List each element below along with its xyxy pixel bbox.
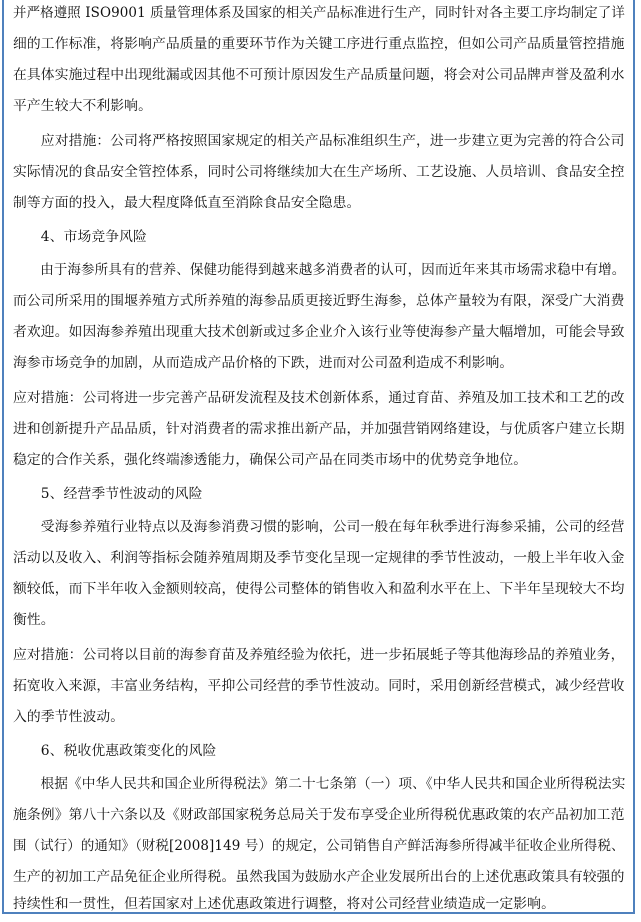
text-line: 细的工作标准，将影响产品质量的重要环节作为关键工序进行重点监控，但如公司产品质量管控措施: [13, 36, 625, 52]
text-line: 者欢迎。如因海参养殖出现重大技术创新或过多企业介入该行业等使海参产量大幅增加，可能会导致: [13, 324, 625, 340]
text-line: 应对措施：公司将严格按照国家规定的相关产品标准组织生产，进一步建立更为完善的符合公司: [13, 133, 625, 149]
text-line: 围（试行）的通知》（财税[2008]149 号）的规定，公司销售自产鲜活海参所得减半征收企业所得税、: [13, 838, 625, 854]
text-line: 受海参养殖行业特点以及海参消费习惯的影响，公司一般在每年秋季进行海参采捕，公司的经营: [13, 519, 625, 535]
text-line: 并严格遵照 ISO9001 质量管理体系及国家的相关产品标准进行生产，同时针对各主要工序均制定了详: [13, 5, 625, 21]
text-line: 制等方面的投入，最大程度降低直至消除食品安全隐患。: [13, 195, 361, 211]
text-line: 而公司所采用的围堰养殖方式所养殖的海参品质更接近野生海参，总体产量较为有限，深受广大消费: [13, 293, 625, 309]
text-line: 入的季节性波动。: [13, 709, 125, 725]
text-line: 平产生较大不利影响。: [13, 98, 152, 114]
text-line: 应对措施：公司将进一步完善产品研发流程及技术创新体系，通过育苗、养殖及加工技术和工艺的改: [13, 390, 625, 406]
section-heading: 5、经营季节性波动的风险: [13, 486, 203, 502]
text-line: 活动以及收入、利润等指标会随养殖周期及季节变化呈现一定规律的季节性波动，一般上半年收入金: [13, 550, 625, 566]
text-line: 拓宽收入来源，丰富业务结构，平抑公司经营的季节性波动。同时，采用创新经营模式，减少经营收: [13, 678, 625, 694]
text-line: 进和创新提升产品品质，针对消费者的需求推出新产品，并加强营销网络建设，与优质客户建立长期: [13, 421, 625, 437]
section-heading: 6、税收优惠政策变化的风险: [13, 743, 217, 759]
text-line: 根据《中华人民共和国企业所得税法》第二十七条第（一）项、《中华人民共和国企业所得税法实: [13, 776, 626, 792]
text-line: 由于海参所具有的营养、保健功能得到越来越多消费者的认可，因而近年来其市场需求稳中有增。: [13, 262, 626, 278]
text-line: 在具体实施过程中出现纰漏或因其他不可预计原因发生产品质量问题，将会对公司品牌声誉及盈利水: [13, 67, 625, 83]
text-line: 持续性和一贯性，但若国家对上述优惠政策进行调整，将对公司经营业绩造成一定影响。: [13, 896, 555, 912]
text-line: 施条例》第八十六条以及《财政部国家税务总局关于发布享受企业所得税优惠政策的农产品初加工范: [13, 807, 625, 823]
section-heading: 4、市场竞争风险: [13, 229, 147, 245]
text-line: 生产的初加工产品免征企业所得税。虽然我国为鼓励水产企业发展所出台的上述优惠政策具有较强的: [13, 869, 625, 885]
text-line: 衡性。: [13, 612, 55, 628]
text-line: 实际情况的食品安全管控体系，同时公司将继续加大在生产场所、工艺设施、人员培训、食品安全控: [13, 164, 625, 180]
text-line: 应对措施：公司将以目前的海参育苗及养殖经验为依托，进一步拓展蚝子等其他海珍品的养殖业务，: [13, 647, 625, 663]
text-line: 额较低，而下半年收入金额则较高，使得公司整体的销售收入和盈利水平在上、下半年呈现较大不均: [13, 581, 625, 597]
text-line: 海参市场竞争的加剧，从而造成产品价格的下跌，进而对公司盈利造成不利影响。: [13, 355, 514, 371]
text-line: 稳定的合作关系，强化终端渗透能力，确保公司产品在同类市场中的优势竞争地位。: [13, 452, 528, 468]
